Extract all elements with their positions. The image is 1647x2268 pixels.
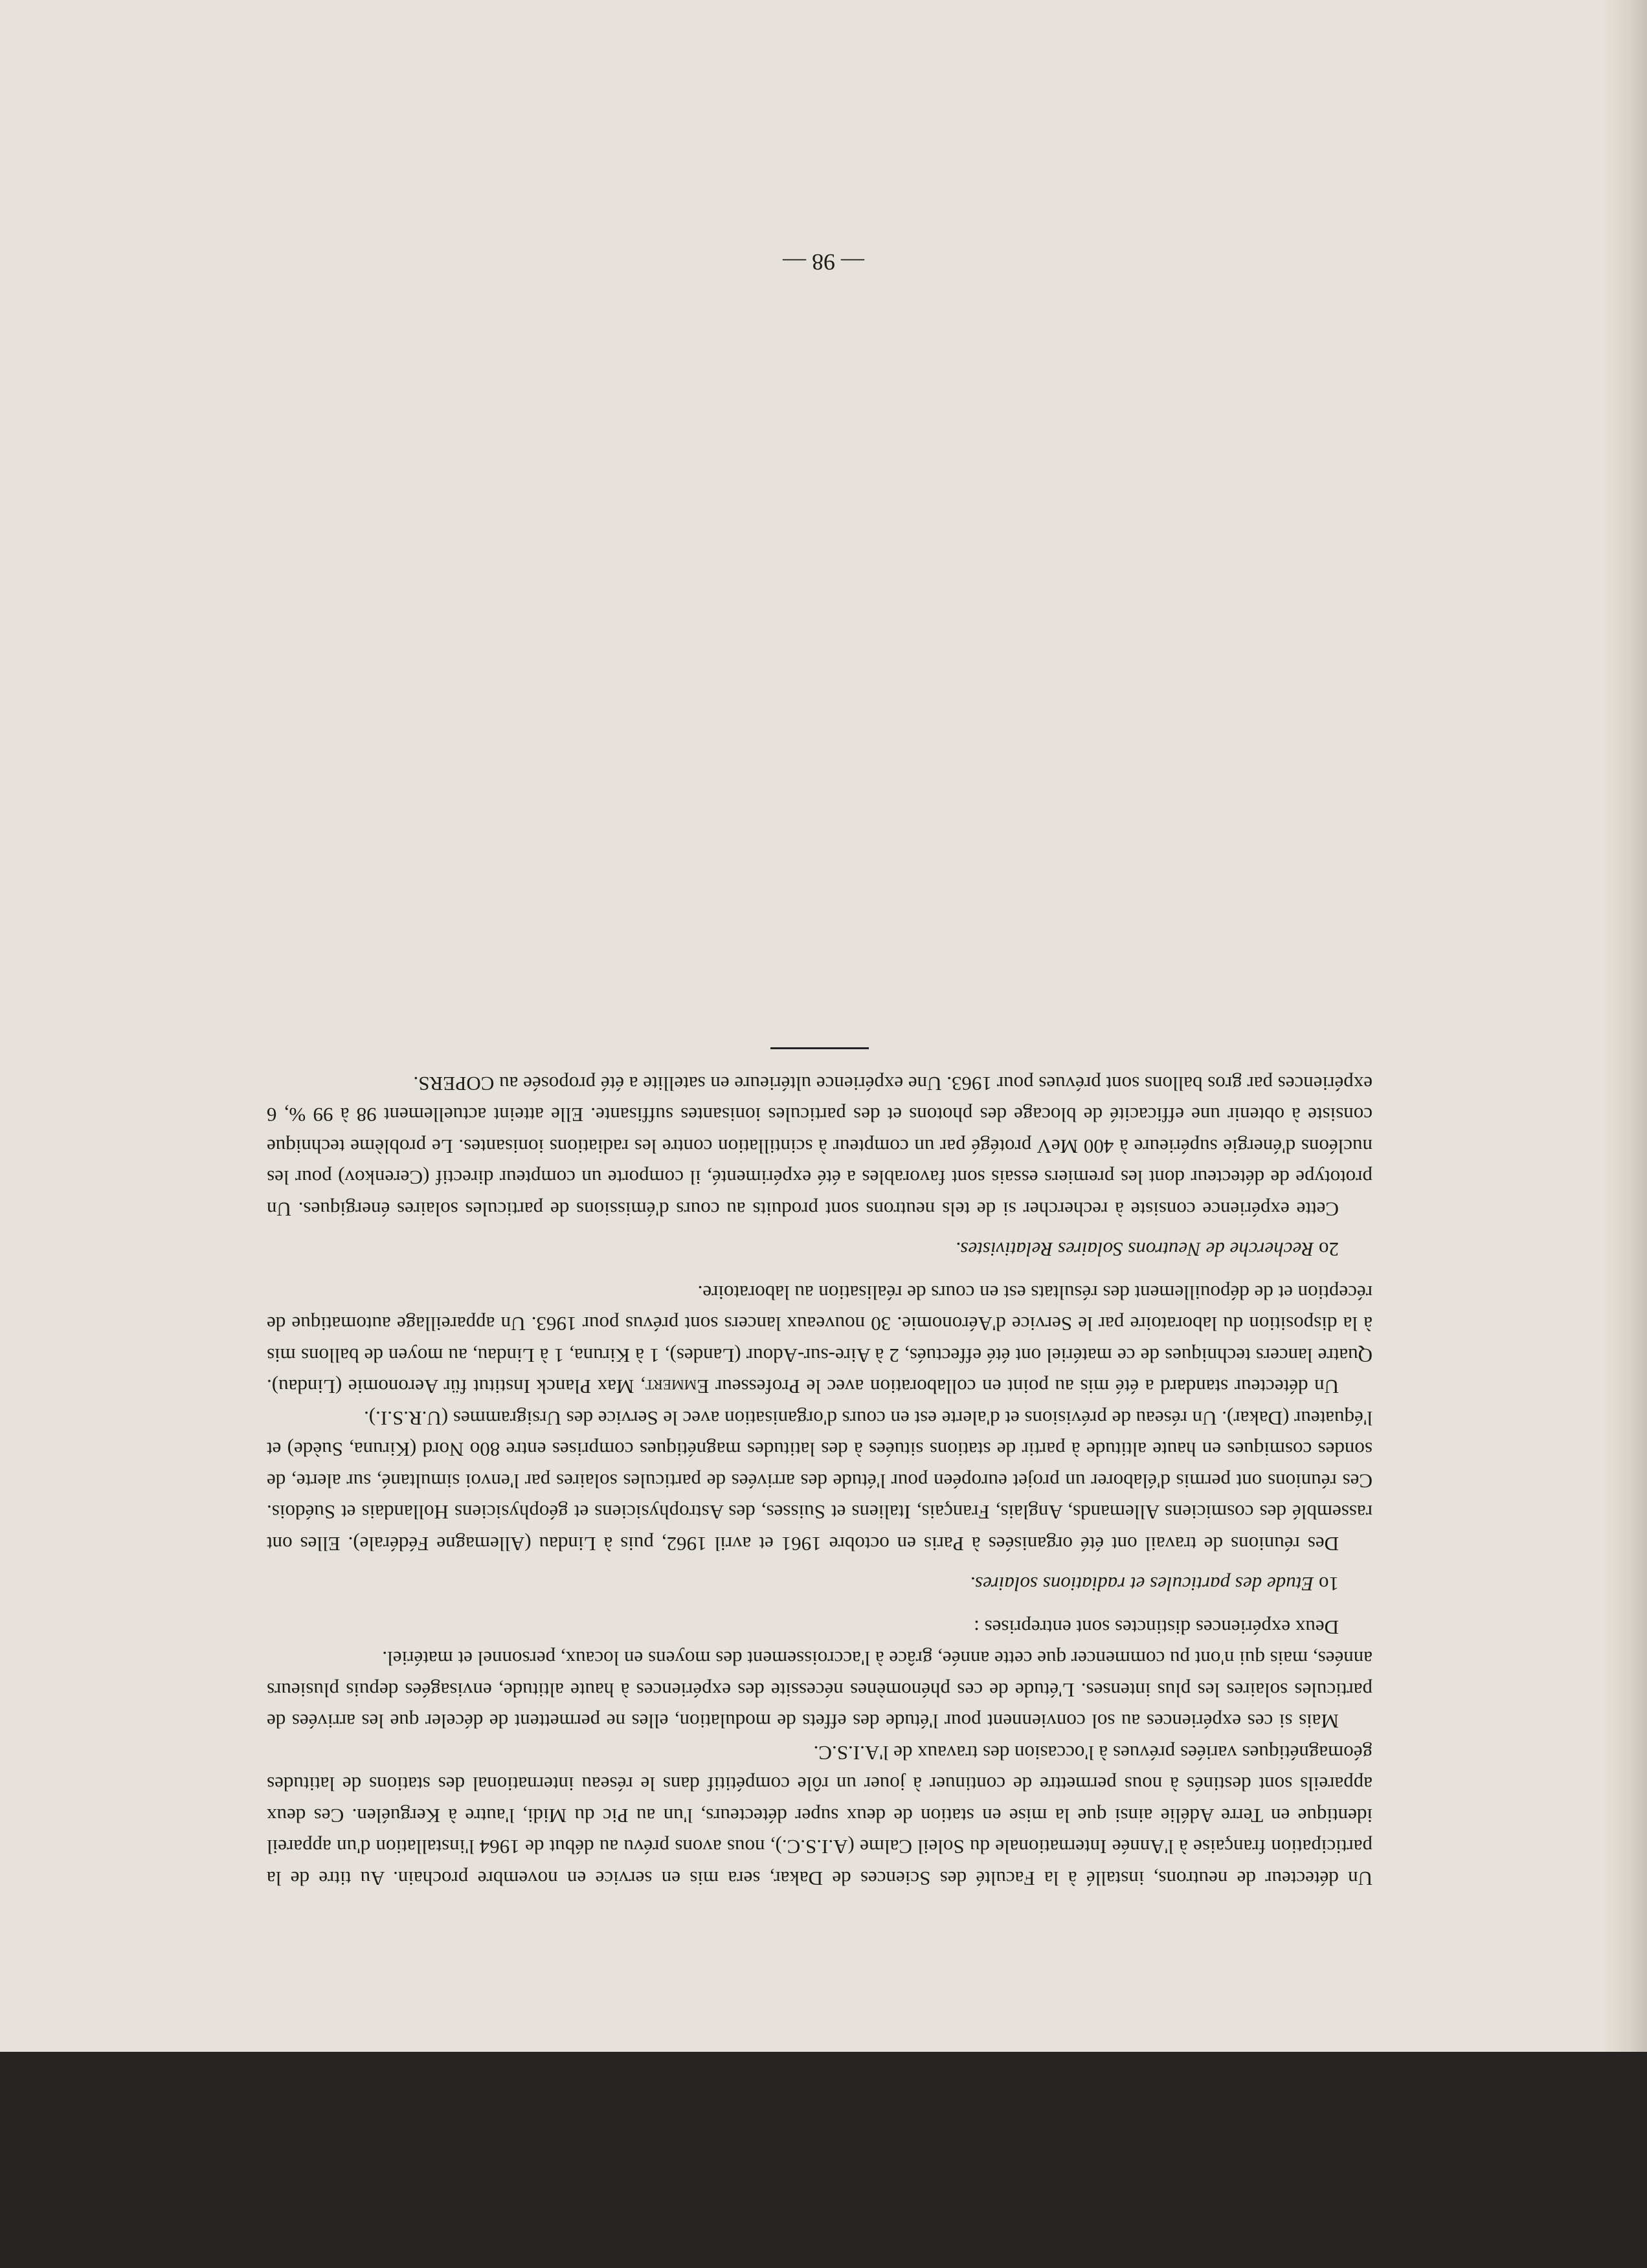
section-heading-1 <box>267 1568 1372 1600</box>
paragraph-two-experiments: Deux expériences distinctes sont entreprises : <box>974 1616 1339 1639</box>
paragraph-lindau-meetings: Des réunions de travail ont été organisées à Paris en octobre 1961 et avril 1962, puis à Lindau (Allemagne Fédérale). Elles ont rassemblé des cosmiciens Allemands, Anglais, Français, Italiens et Suisses, des Astrophysiciens et géophysiciens Hollandais et Suédois. Ces réunions ont permis d'élaborer un projet européen pour l'étude des arrivées de particules solaires par l'envoi simultané, sur alerte, de sondes cosmiques en haute altitude à partir de stations situées à des latitudes magnétiques comprises entre 80o Nord (Kiruna, Suède) et l'équateur (Dakar). Un réseau de prévisions et d'alerte est en cours d'organisation avec le Service des Ursigrammes (U.R.S.I.). <box>267 1407 1372 1555</box>
detector-prefix-text: Un détecteur standard a été mis au point en collaboration avec le Professeur <box>709 1375 1339 1399</box>
paragraph-continuation: Un détecteur de neutrons, installé à la Faculté des Sciences de Dakar, sera mis en service en novembre prochain. Au titre de la participation française à l'Année Internationale du Soleil Calme (A.I.S.C.), nous avons prévu au début de 1964 l'installation d'un appareil identique en Terre Adélie ainsi que la mise en station de deux super détecteurs, l'un au Pic du Midi, l'autre à Kerguélen. Ces deux appareils sont destinés à nous permettre de continuer à jouer un rôle compétitif dans le réseau international des stations de latitudes géomagnétiques variées prévues à l'occasion des travaux de l'A.I.S.C. <box>267 1742 1372 1890</box>
section-title-2: Recherche de Neutrons Solaires Relativistes. <box>955 1238 1314 1262</box>
detector-body-text: , Max Planck Institut für Aeronomie (Lindau). Quatre lancers techniques de ce matériel ont été effectués, 2 à Aire-sur-Adour (Landes), 1 à Kiruna, 1 à Lindau, au moyen de ballons mis à la disposition du laboratoire par le Service d'Aéronomie. 30 nouveaux lancers sont prévus pour 1963. Un appareillage automatique de réception et de dépouillement des résultats est en cours de réalisation au laboratoire. <box>267 1282 1372 1399</box>
section-heading-2 <box>267 1234 1372 1265</box>
emmert-name: Emmert <box>645 1375 710 1399</box>
section-number-1: 1o <box>1319 1573 1339 1596</box>
end-rule <box>770 1048 869 1050</box>
paragraph-standard-detector <box>267 1277 1372 1403</box>
paragraph-modulation: Mais si ces expériences au sol conviennent pour l'étude des effets de modulation, elles ne permettent de déceler que les arrivées de particules solaires les plus intenses. L'étude de ces phénomènes nécessite des expériences à haute altitude, envisagées depuis plusieurs années, mais qui n'ont pu commencer que cette année, grâce à l'accroissement des moyens en locaux, personnel et matériel. <box>267 1647 1372 1733</box>
section-title-1: Etude des particules et radiations solaires. <box>970 1573 1314 1596</box>
body-text <box>267 1048 1372 1895</box>
page-number: — 98 — <box>783 249 864 275</box>
paragraph-solar-neutrons: Cette expérience consiste à rechercher si de tels neutrons sont produits au cours d'émissions de particules solaires énergiques. Un prototype de détecteur dont les premiers essais sont favorables a été expérimenté, il comporte un compteur directif (Cerenkov) pour les nucléons d'énergie supérieure à 400 MeV protégé par un compteur à scintillation contre les radiations ionisantes. Le problème technique consiste à obtenir une efficacité de blocage des photons et des particules ionisantes suffisante. Elle atteint actuellement 98 à 99 %, 6 expériences par gros ballons sont prévues pour 1963. Une expérience ultérieure en satellite a été proposée au COPERS. <box>267 1073 1372 1221</box>
section-number-2: 2o <box>1319 1238 1339 1262</box>
